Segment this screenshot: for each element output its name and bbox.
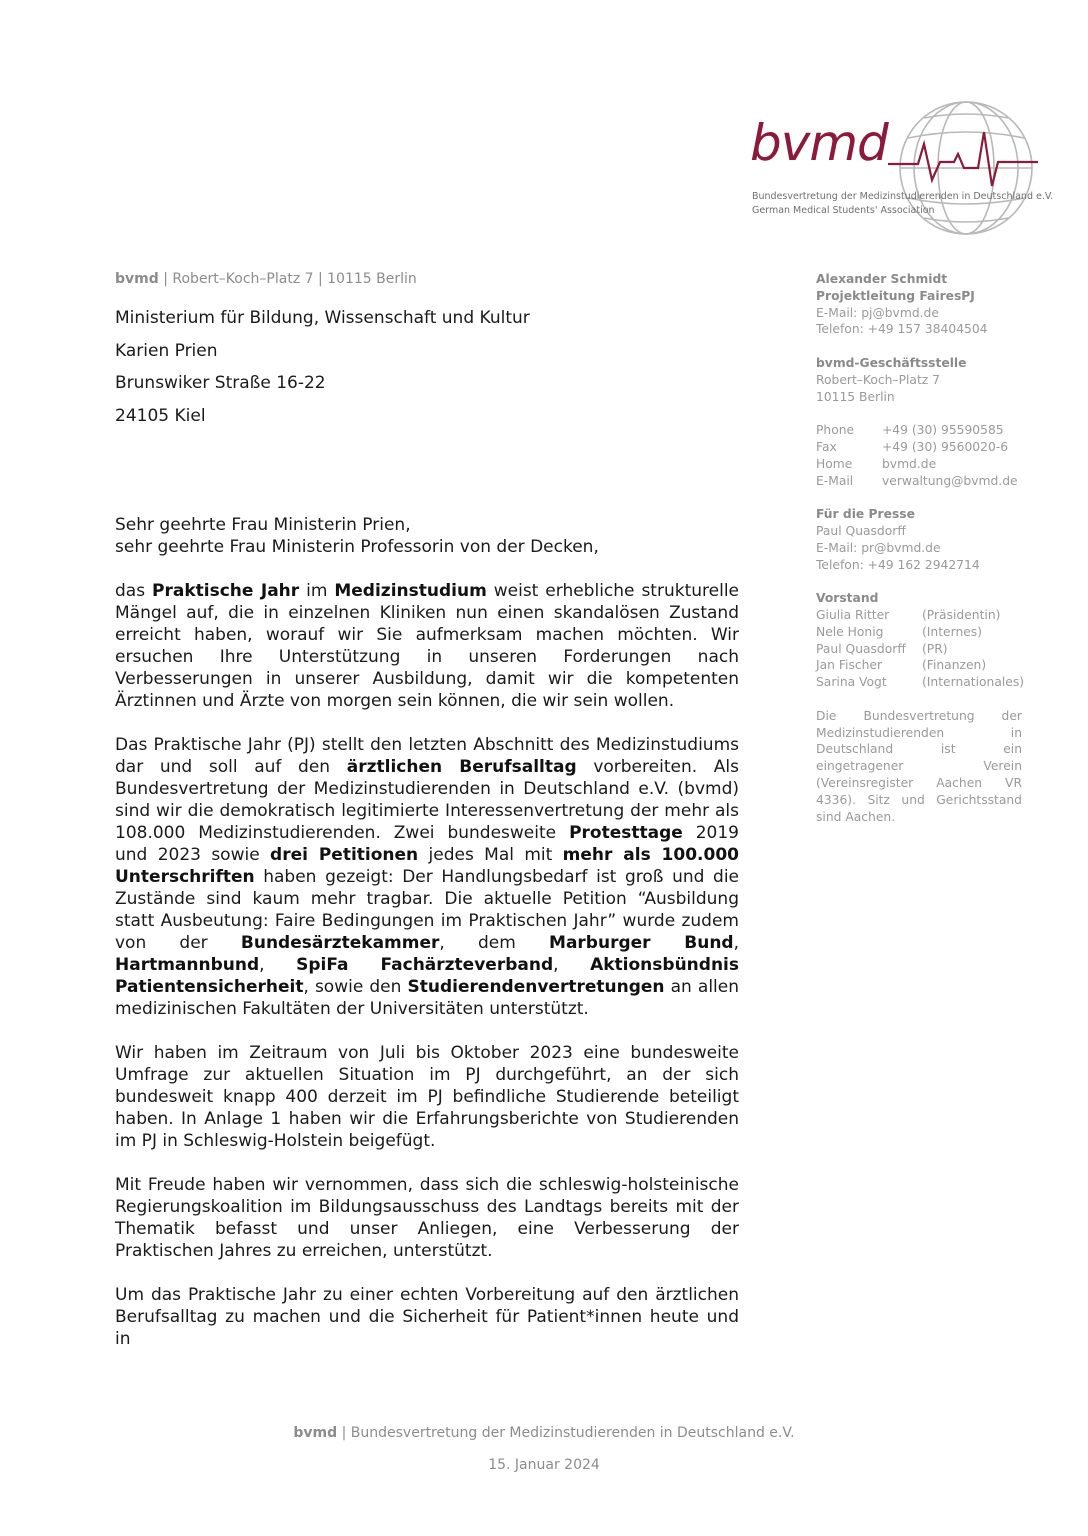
association-note: Die Bundesvertretung der Medizinstudierenden in Deutschland ist ein eingetragener Verein (Vereinsregister Aachen VR 4336). Sitz und Gerichtsstand sind Aachen. [816,708,1022,824]
p1-text-a: das [115,581,153,601]
paragraph-2 [115,734,739,1020]
channel-value: verwaltung@bvmd.de [882,473,1018,488]
sender-address: Robert–Koch–Platz 7 | 10115 Berlin [172,271,417,287]
board-member [816,674,1046,691]
footer-org: bvmd [293,1425,338,1441]
press-name: Paul Quasdorff [816,523,906,538]
recipient-name: Karien Prien [115,340,218,361]
p2-bold-marburger-bund: Marburger Bund [549,933,734,953]
board-member [816,624,1046,641]
contact-role: Projektleitung FairesPJ [816,288,975,303]
p2-text-m: , [733,933,739,953]
board-member-name: Giulia Ritter [816,607,890,622]
recipient-city: 24105 Kiel [115,405,206,426]
recipient-address [115,302,530,432]
channel-row [816,473,1046,490]
office-street: Robert–Koch–Platz 7 [816,372,940,387]
board-member-role: (Präsidentin) [922,607,1001,622]
p2-text-i: haben gezeigt: Der Handlungsbedarf ist groß und die Zustände sind kaum mehr tragbar. Die aktuelle Petition “Ausbildung statt Ausbeutung: Faire Bedingungen im Praktischen Jahr” wurde zudem von der [115,867,739,953]
board-block [816,590,1046,691]
p2-text-a: Das Praktische Jahr (PJ) stellt den letzten Abschnitt des Medizinstudiums dar und soll auf den [115,735,739,777]
board-member-role: (Internationales) [922,675,1025,690]
p2-text-c: vorbereiten. Als Bundesvertretung der Medizinstudierenden in Deutschland e.V. (bvmd) sind wir die demokratisch legitimierte Interessenvertretung der mehr als 108.000 Medizinstudierenden. Zwei bundesweite [115,757,739,843]
channel-label: Home [816,456,853,471]
page-footer [0,1425,1088,1441]
p2-bold-protesttage: Protesttage [569,823,683,843]
p2-text-s: , sowie den [303,977,408,997]
press-block [816,506,1046,573]
channel-value: +49 (30) 9560020-6 [882,439,1009,454]
p2-bold-berufsalltag: ärztlichen Berufsalltag [346,757,577,777]
channel-label: Fax [816,439,837,454]
footer-text: | Bundesvertretung der Medizinstudierenden in Deutschland e.V. [337,1425,795,1441]
p2-bold-baek: Bundesärztekammer [240,933,440,953]
board-member-name: Nele Honig [816,624,884,639]
salutation-1: Sehr geehrte Frau Ministerin Prien, [115,515,411,535]
logo-subline-en: German Medical Students' Association [752,205,935,216]
p1-bold-praktisches-jahr: Praktische Jahr [152,581,300,601]
p2-text-q: , [553,955,591,975]
channel-label: Phone [816,423,855,438]
office-title: bvmd-Geschäftsstelle [816,355,967,370]
press-title: Für die Presse [816,507,915,522]
salutation-2: sehr geehrte Frau Ministerin Professorin von der Decken, [115,537,599,557]
paragraph-5: Um das Praktische Jahr zu einer echten Vorbereitung auf den ärztlichen Berufsalltag zu machen und die Sicherheit für Patient*innen heute und in [115,1285,739,1349]
p2-bold-hartmannbund: Hartmannbund [115,955,260,975]
recipient-street: Brunswiker Straße 16-22 [115,373,326,394]
p1-text-c: im [299,581,335,601]
press-phone: Telefon: +49 162 2942714 [816,557,980,572]
board-member-name: Sarina Vogt [816,675,887,690]
board-member-role: (Finanzen) [922,658,987,673]
contact-name: Alexander Schmidt [816,272,948,286]
p2-bold-aktionsbuendnis: Aktionsbündnis Patientensicherheit [115,955,739,997]
board-member [816,657,1046,674]
p2-text-k: , dem [439,933,550,953]
p2-text-e: 2019 und 2023 sowie [115,823,739,865]
recipient-ministry: Ministerium für Bildung, Wissenschaft und Kultur [115,308,530,328]
logo-subline-de: Bundesvertretung der Medizinstudierenden in Deutschland e.V. [752,191,1054,202]
letter-body [115,514,739,1350]
channel-value: +49 (30) 95590585 [882,423,1004,438]
channel-row [816,439,1046,456]
board-member-role: (PR) [922,641,948,656]
board-member [816,641,1046,658]
p2-bold-unterschriften: mehr als 100.000 Unterschriften [115,845,739,887]
p2-bold-petitionen: drei Petitionen [270,845,419,865]
channel-value: bvmd.de [882,456,937,471]
p1-bold-medizinstudium: Medizinstudium [334,581,487,601]
channel-row [816,456,1046,473]
contact-phone: Telefon: +49 157 38404504 [816,322,988,337]
board-member [816,607,1046,624]
bvmd-logo [748,96,1054,246]
p2-bold-spifa: SpiFa Fachärzteverband [296,955,554,975]
p2-text-g: jedes Mal mit [418,845,563,865]
board-member-role: (Internes) [922,624,983,639]
paragraph-4: Mit Freude haben wir vernommen, dass sich die schleswig-holsteinische Regierungskoalition im Bildungsausschuss des Landtags bereits mit der Thematik befasst und unser Anliegen, eine Verbesserung der Praktischen Jahres zu erreichen, unterstützt. [115,1175,739,1261]
board-title: Vorstand [816,591,879,606]
board-member-name: Jan Fischer [816,658,883,673]
p2-text-o: , [259,955,297,975]
channels-block [816,422,1046,489]
sidebar-contact-info [816,271,1046,825]
sender-line: bvmd | Robert–Koch–Platz 7 | 10115 Berlin [115,271,417,287]
paragraph-3: Wir haben im Zeitraum von Juli bis Oktober 2023 eine bundesweite Umfrage zur aktuellen Situation im PJ durchgeführt, an der sich bundesweit knapp 400 derzeit im PJ befindliche Studierende beteiligt haben. In Anlage 1 haben wir die Erfahrungsberichte von Studierenden im PJ in Schleswig-Holstein beigefügt. [115,1043,739,1151]
office-city: 10115 Berlin [816,389,895,404]
office-block [816,355,1046,405]
sender-org: bvmd [115,271,159,287]
press-email: E-Mail: pr@bvmd.de [816,540,941,555]
p2-bold-studierendenvertretungen: Studierendenvertretungen [407,977,665,997]
channel-row [816,422,1046,439]
logo-subline [752,190,1053,218]
p2-text-u: an allen medizinischen Fakultäten der Universitäten unterstützt. [115,977,739,1019]
logo-wordmark: bvmd [750,114,888,172]
channel-label: E-Mail [816,473,854,488]
p1-text-e: weist erhebliche strukturelle Mängel auf, die in einzelnen Kliniken nun einen skandalösen Zustand erreicht haben, worauf wir Sie aufmerksam machen möchten. Wir ersuchen Ihre Unterstützung in unseren Forderungen nach Verbesserungen in unserer Ausbildung, damit wir die kompetenten Ärztinnen und Ärzte von morgen sein können, die wir sein wollen. [115,581,739,711]
contact-email: E-Mail: pj@bvmd.de [816,305,939,320]
letter-date: 15. Januar 2024 [488,1457,600,1473]
paragraph-1 [115,580,739,712]
contact-block [816,271,1046,338]
board-member-name: Paul Quasdorff [816,641,906,656]
